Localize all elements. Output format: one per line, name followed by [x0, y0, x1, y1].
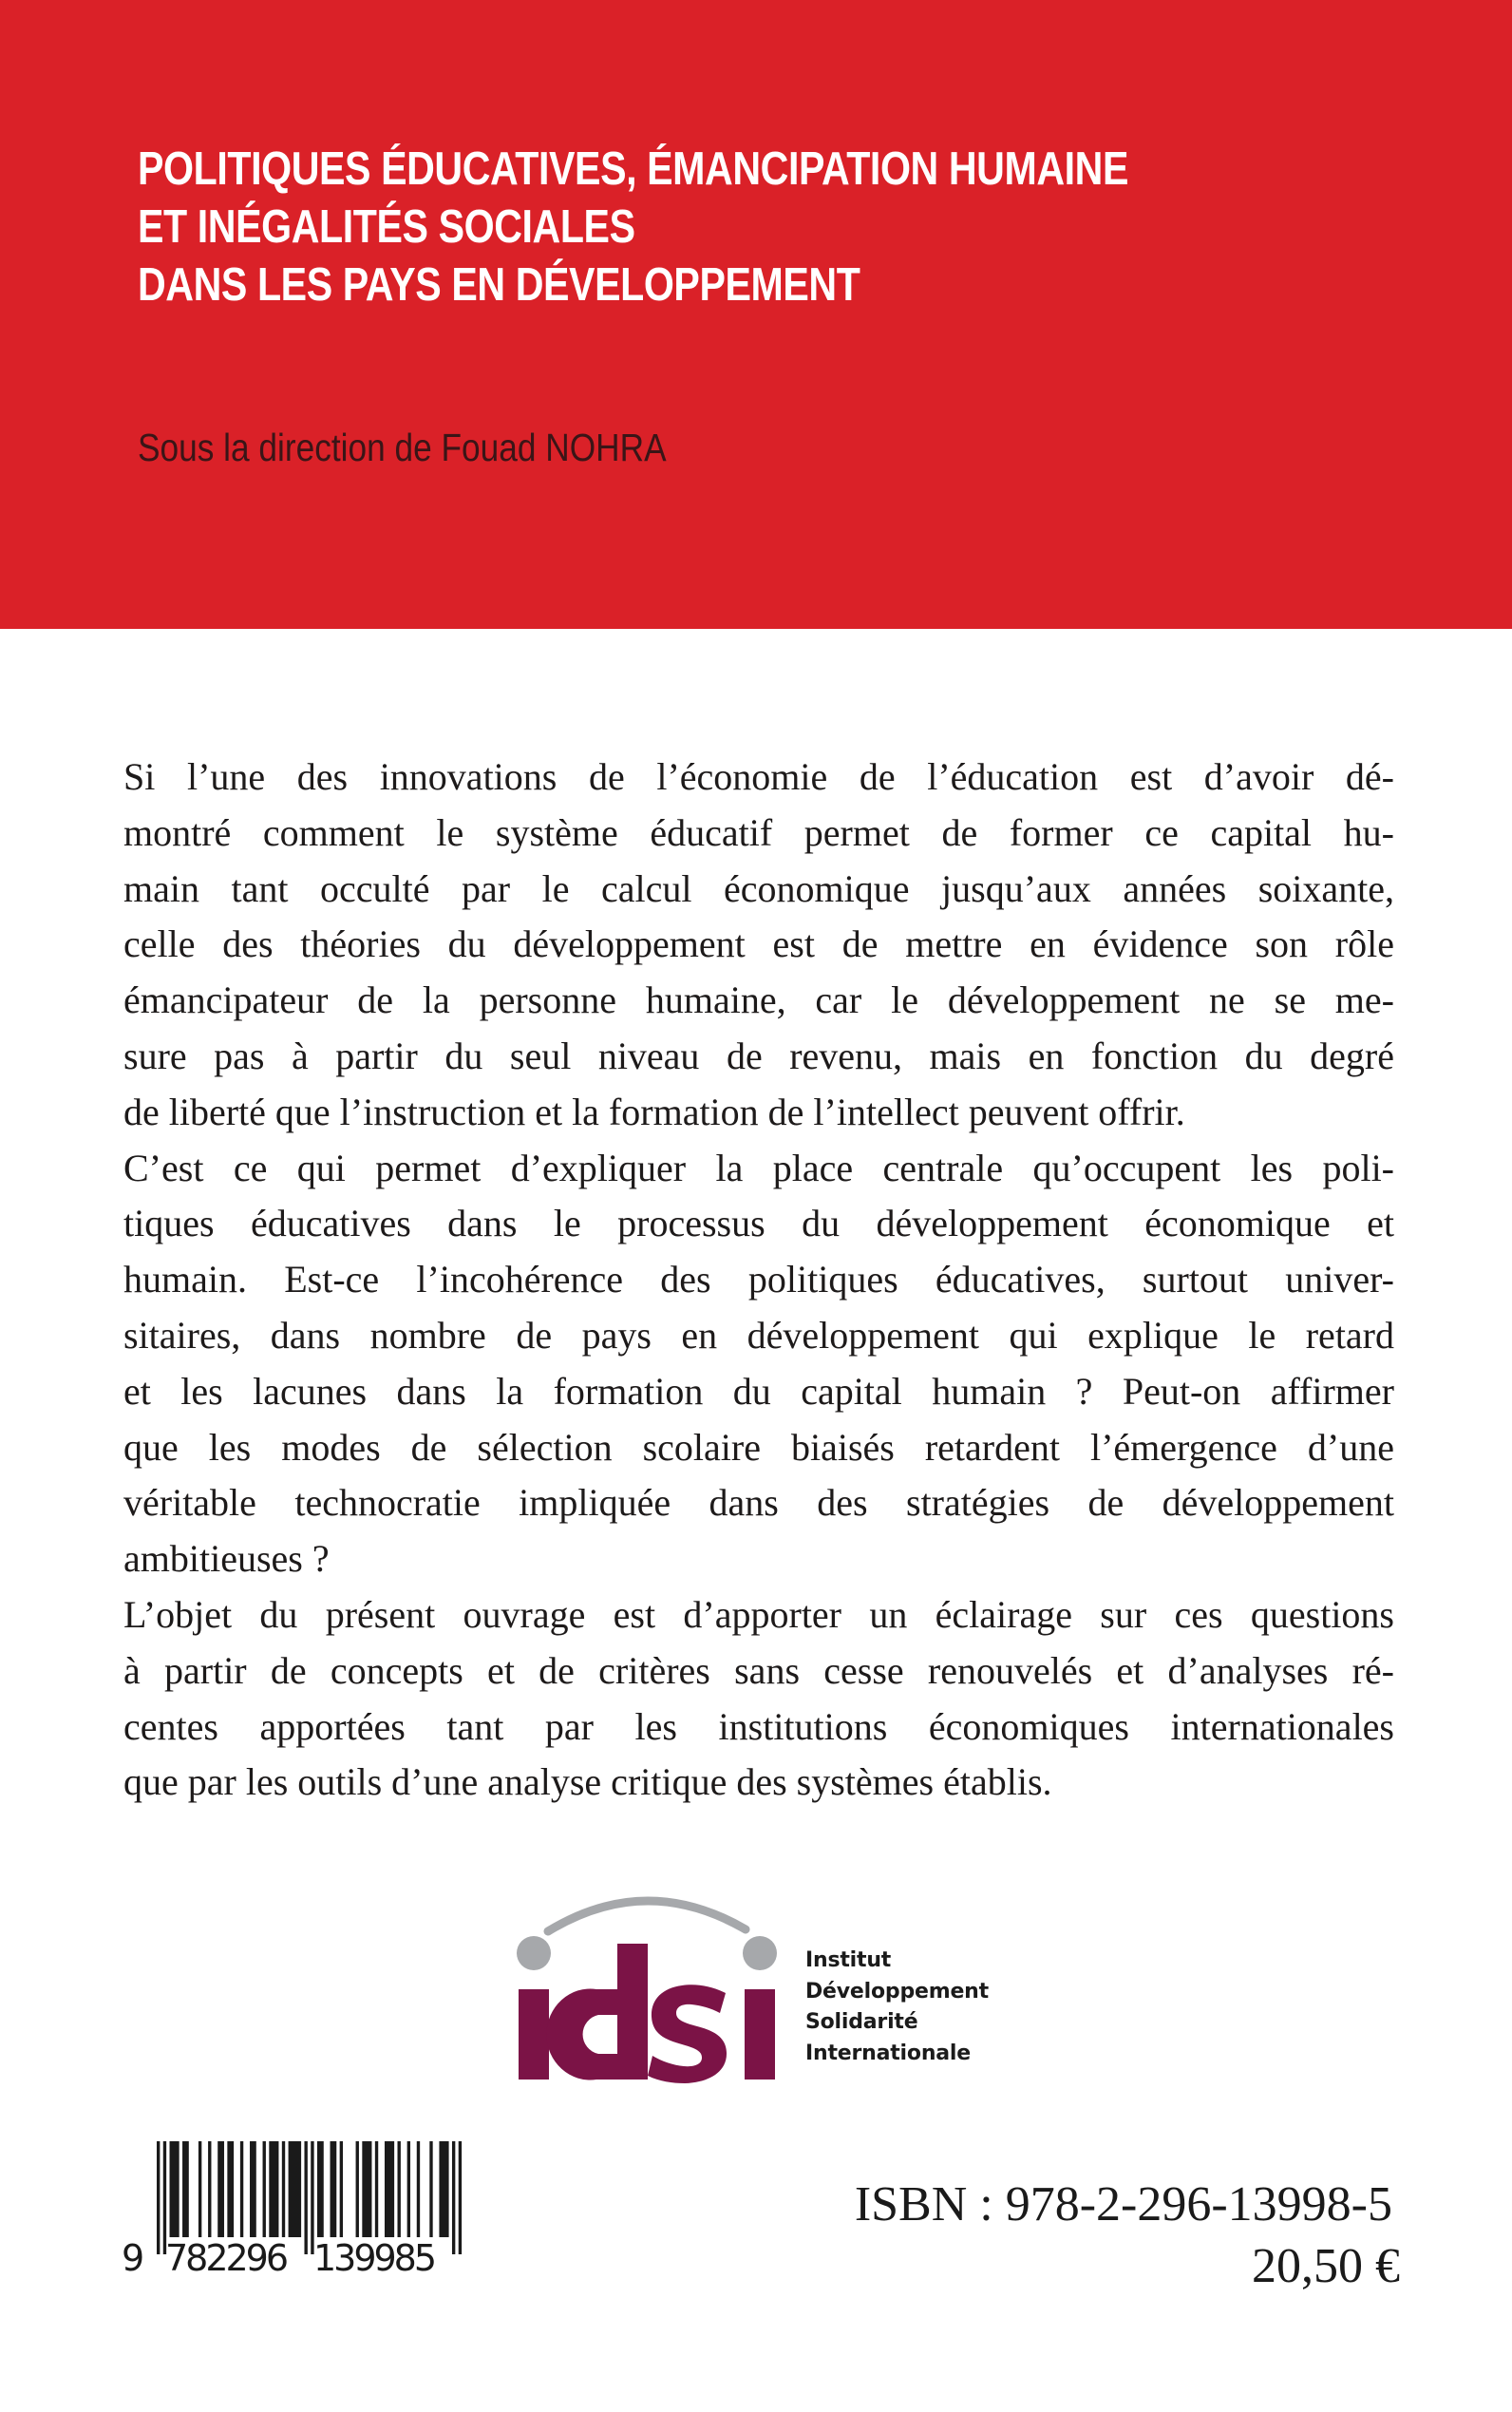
blurb-line: ambitieuses ?: [123, 1537, 330, 1581]
barcode-bar: [398, 2141, 401, 2237]
barcode-bar: [289, 2141, 302, 2237]
barcode-bar: [362, 2141, 371, 2237]
barcode-guard-bar: [459, 2141, 462, 2254]
blurb-line: de liberté que l’instruction et la formation de l’intellect peuvent offrir.: [123, 1090, 1185, 1133]
blurb-line: L’objet du présent ouvrage est d’apporter un éclairage sur ces questions: [123, 1592, 1394, 1636]
barcode-bar: [331, 2141, 337, 2237]
editor-credit: Sous la direction de Fouad NOHRA: [138, 426, 667, 469]
barcode-bar: [375, 2141, 378, 2237]
logo-wordmark: [519, 1944, 775, 2083]
blurb-line: que les modes de sélection scolaire biaisés retardent l’émergence d’une: [123, 1425, 1394, 1469]
blurb-line: main tant occulté par le calcul économique jusqu’aux années soixante,: [123, 866, 1394, 910]
publisher-name-line: Internationale: [805, 2041, 971, 2065]
barcode-bar: [417, 2141, 420, 2237]
title-line: ET INÉGALITÉS SOCIALES: [138, 201, 635, 253]
publisher-name-line: Institut: [805, 1948, 892, 1972]
blurb-line: Si l’une des innovations de l’économie de l’éducation est d’avoir dé-: [123, 755, 1394, 798]
barcode-bar: [439, 2141, 448, 2237]
publisher-name-line: Solidarité: [805, 2010, 918, 2034]
price: 20,50 €: [1252, 2239, 1400, 2293]
logo-dot-right: [743, 1936, 777, 1970]
barcode-right-digits: 139985: [313, 2237, 437, 2277]
barcode-bar: [263, 2141, 266, 2237]
logo-dot-left: [517, 1936, 551, 1970]
barcode-bar: [198, 2141, 201, 2237]
barcode-bar: [385, 2141, 394, 2237]
blurb-line: que par les outils d’une analyse critique des systèmes établis.: [123, 1760, 1052, 1804]
barcode-bar: [208, 2141, 211, 2237]
blurb-line: humain. Est-ce l’incohérence des politiques éducatives, surtout univer-: [123, 1258, 1394, 1301]
title-line: POLITIQUES ÉDUCATIVES, ÉMANCIPATION HUMAINE: [138, 143, 1129, 195]
barcode-bar: [317, 2141, 324, 2237]
barcode-bar: [182, 2141, 189, 2237]
barcode-guard-bar: [452, 2141, 455, 2254]
blurb-line: sure pas à partir du seul niveau de revenu, mais en fonction du degré: [123, 1034, 1394, 1077]
barcode-first-digit: 9: [122, 2237, 145, 2277]
barcode-bar: [217, 2141, 224, 2237]
barcode-left-digits: 782296: [165, 2237, 289, 2277]
barcode-bar: [227, 2141, 234, 2237]
blurb-line: centes apportées tant par les institutions économiques internationales: [123, 1704, 1394, 1748]
book-title: [138, 141, 1128, 314]
header-band: [0, 0, 1512, 629]
barcode-bar: [429, 2141, 432, 2237]
blurb-line: à partir de concepts et de critères sans cesse renouvelés et d’analyses ré-: [123, 1648, 1394, 1692]
blurb-line: celle des théories du développement est de mettre en évidence son rôle: [123, 922, 1394, 966]
blurb-line: et les lacunes dans la formation du capital humain ? Peut-on affirmer: [123, 1369, 1394, 1413]
back-cover-blurb: [123, 750, 1394, 1811]
blurb-line: sitaires, dans nombre de pays en développement qui explique le retard: [123, 1313, 1394, 1357]
barcode-bar: [282, 2141, 285, 2237]
publisher-name-line: Développement: [805, 1979, 989, 2004]
idsi-logo-mark: [494, 1881, 798, 2090]
barcode-bar: [356, 2141, 359, 2237]
barcode-bar: [250, 2141, 256, 2237]
isbn-barcode: [120, 2139, 471, 2277]
publisher-logo: [494, 1881, 1026, 2090]
barcode-bar: [240, 2141, 243, 2237]
logo-arc: [548, 1901, 746, 1931]
barcode-guard-bar: [157, 2141, 160, 2254]
blurb-line: tiques éducatives dans le processus du développement économique et: [123, 1202, 1394, 1245]
title-line: DANS LES PAYS EN DÉVELOPPEMENT: [138, 259, 860, 311]
blurb-line: véritable technocratie impliquée dans des stratégies de développement: [123, 1481, 1394, 1525]
blurb-line: C’est ce qui permet d’expliquer la place centrale qu’occupent les poli-: [123, 1146, 1394, 1189]
isbn-number: ISBN : 978-2-296-13998-5: [854, 2177, 1392, 2232]
barcode-bar: [340, 2141, 343, 2237]
barcode-bar: [269, 2141, 278, 2237]
publisher-name: [805, 1946, 989, 2069]
barcode-image: [120, 2139, 471, 2277]
barcode-bar: [170, 2141, 180, 2237]
barcode-guard-bar: [304, 2141, 307, 2254]
blurb-line: montré comment le système éducatif permet de former ce capital hu-: [123, 810, 1394, 854]
barcode-bar: [407, 2141, 410, 2237]
blurb-line: émancipateur de la personne humaine, car le développement ne se me-: [123, 978, 1394, 1022]
